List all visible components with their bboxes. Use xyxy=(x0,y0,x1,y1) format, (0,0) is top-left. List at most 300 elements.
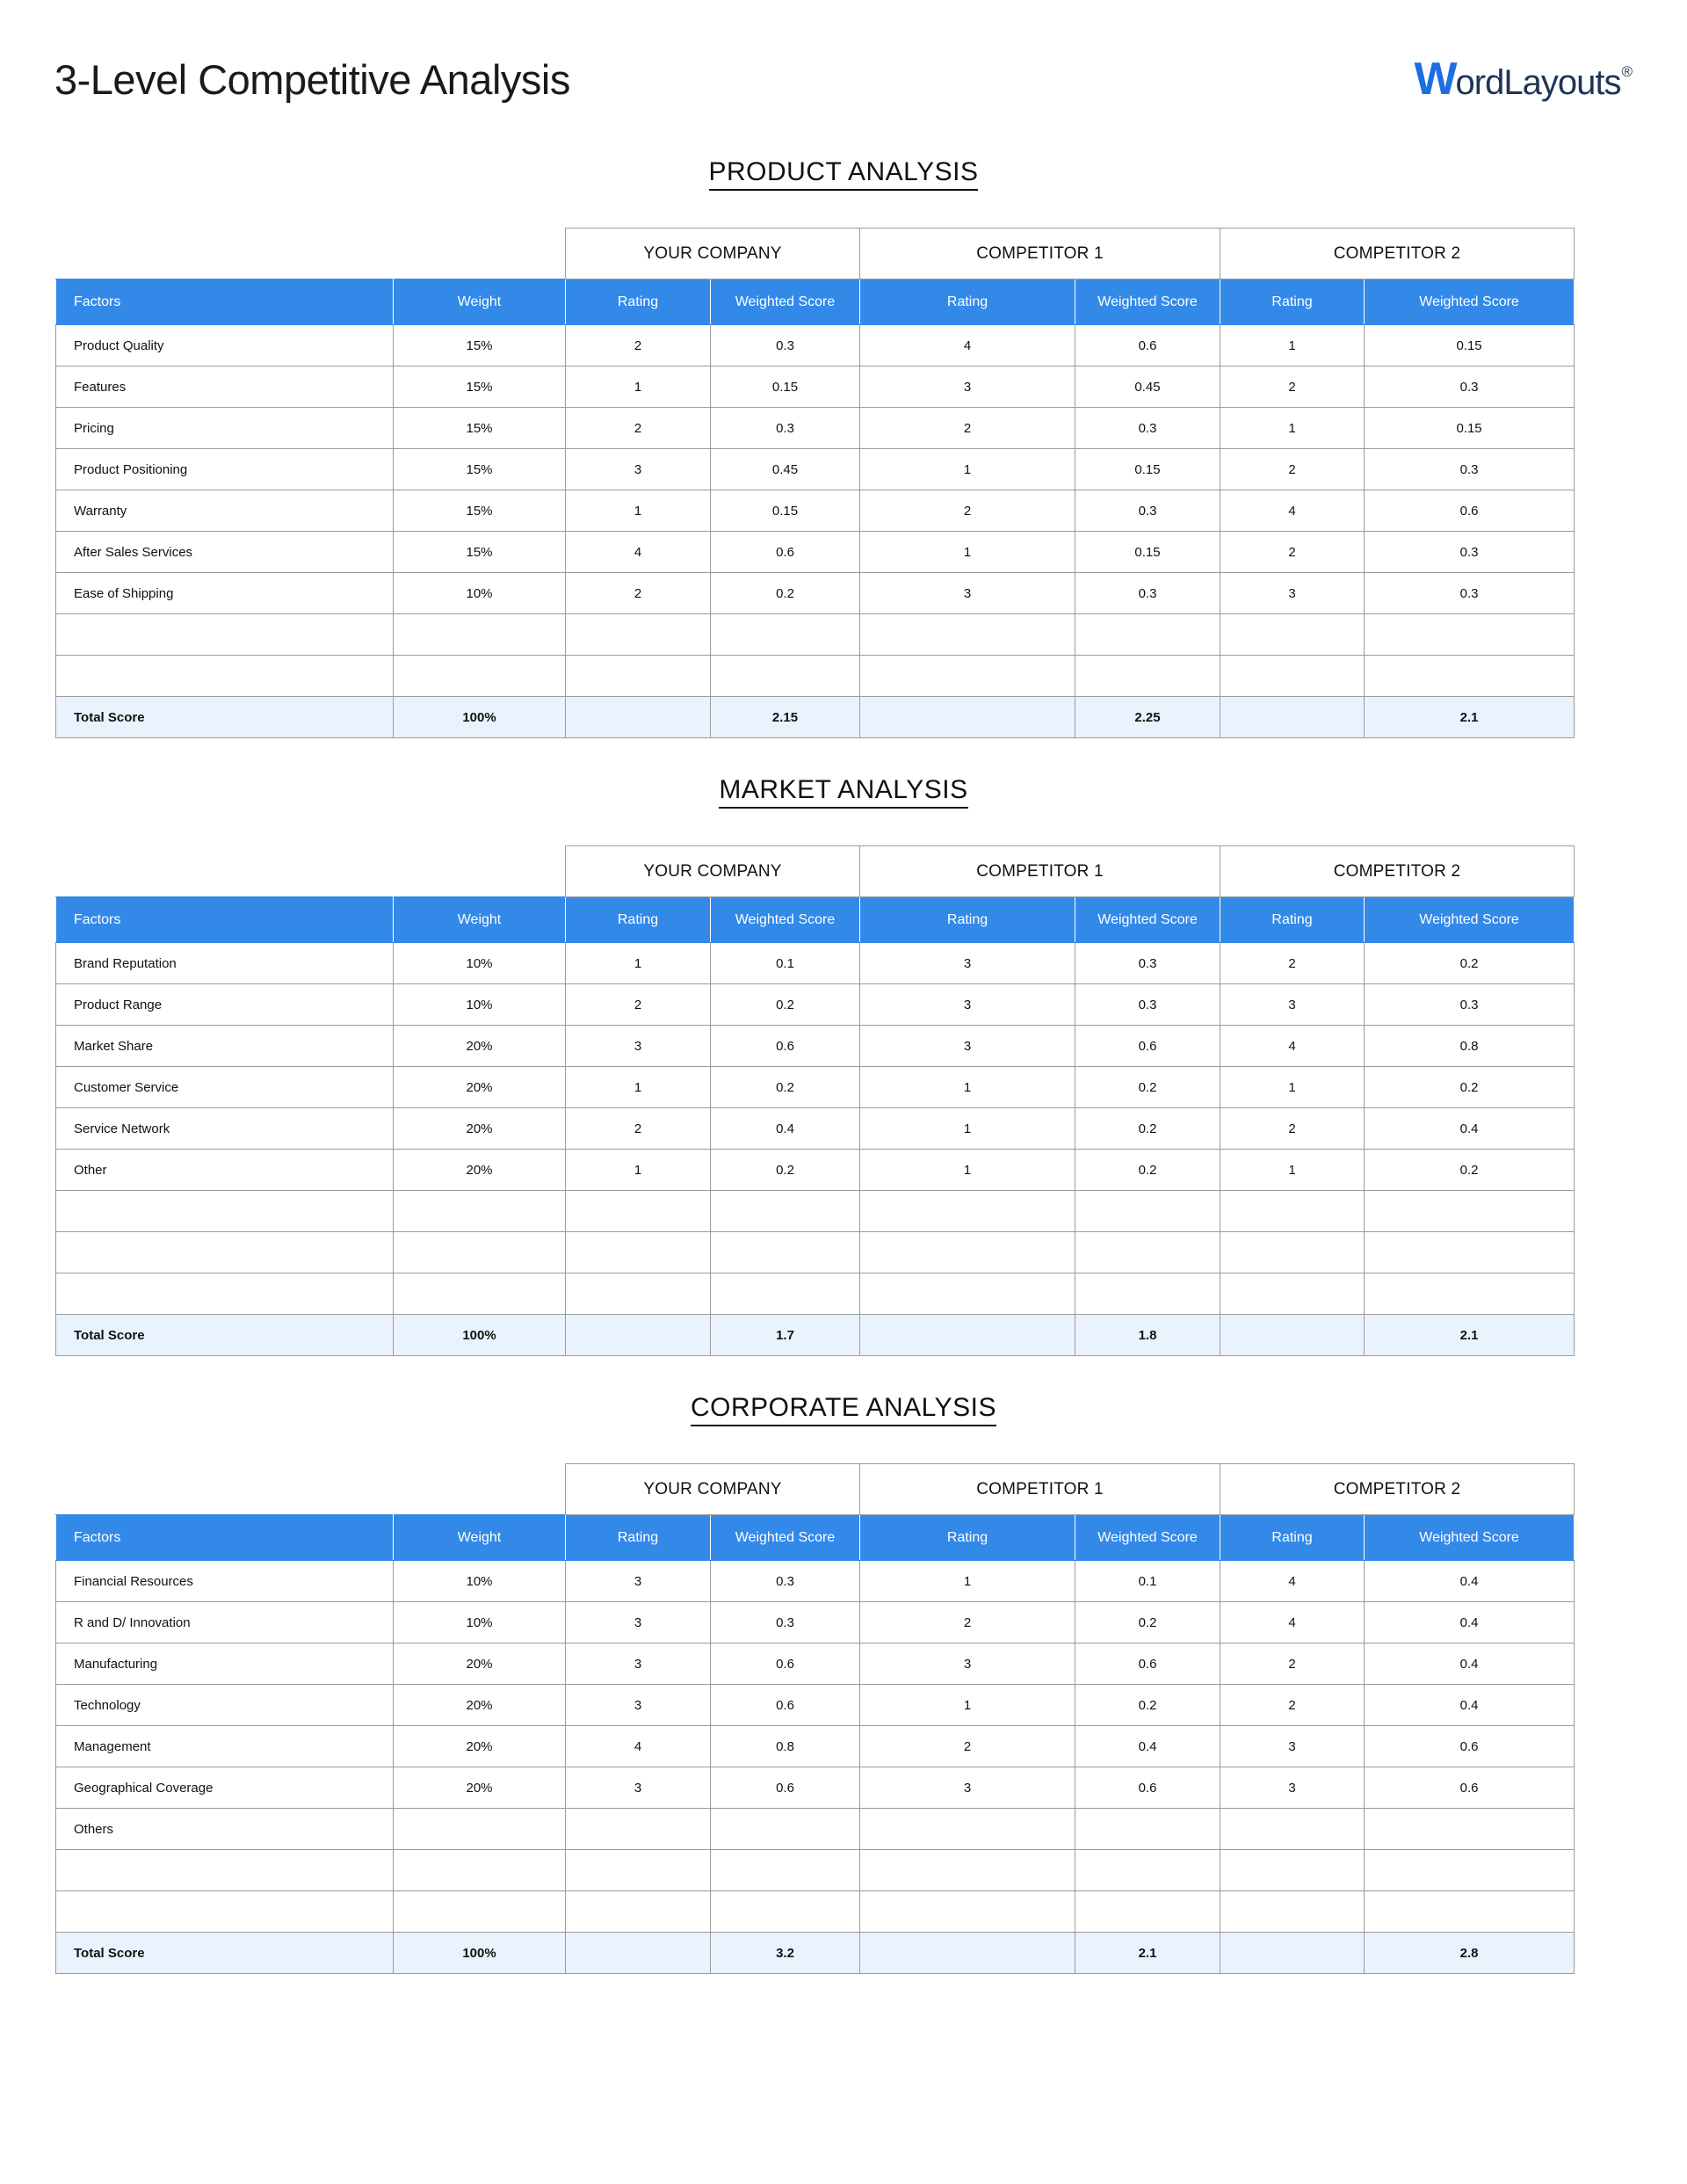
weighted-score-cell-competitor-2[interactable] xyxy=(1365,1891,1575,1933)
weighted-score-cell-your-company[interactable] xyxy=(711,1809,860,1850)
weight-cell[interactable]: 15% xyxy=(394,449,566,490)
total-score-label: Total Score xyxy=(56,1933,394,1974)
weighted-score-cell-competitor-1[interactable] xyxy=(1075,1232,1220,1273)
rating-cell-competitor-1[interactable]: 1 xyxy=(860,1685,1075,1726)
weight-cell[interactable] xyxy=(394,614,566,656)
page-title: 3-Level Competitive Analysis xyxy=(54,55,570,103)
rating-cell-your-company[interactable]: 2 xyxy=(566,573,711,614)
weighted-score-cell-your-company[interactable]: 0.3 xyxy=(711,408,860,449)
weighted-score-cell-your-company[interactable]: 0.6 xyxy=(711,1685,860,1726)
rating-cell-your-company[interactable]: 2 xyxy=(566,1108,711,1150)
column-header-weighted-score-competitor-1: Weighted Score xyxy=(1075,897,1220,943)
weight-cell[interactable]: 20% xyxy=(394,1108,566,1150)
rating-cell-competitor-2[interactable]: 4 xyxy=(1220,1026,1365,1067)
weight-cell[interactable]: 15% xyxy=(394,532,566,573)
weighted-score-cell-competitor-1[interactable]: 0.2 xyxy=(1075,1602,1220,1643)
factor-cell[interactable] xyxy=(56,1232,394,1273)
weighted-score-cell-competitor-1[interactable] xyxy=(1075,1191,1220,1232)
weighted-score-cell-competitor-2[interactable]: 0.2 xyxy=(1365,1067,1575,1108)
weighted-score-cell-competitor-1[interactable]: 0.2 xyxy=(1075,1108,1220,1150)
rating-cell-competitor-2[interactable]: 2 xyxy=(1220,943,1365,984)
factor-cell[interactable]: R and D/ Innovation xyxy=(56,1602,394,1643)
weight-cell[interactable]: 20% xyxy=(394,1643,566,1685)
weighted-score-cell-competitor-1[interactable]: 0.1 xyxy=(1075,1561,1220,1602)
group-header-blank xyxy=(56,846,566,897)
weighted-score-cell-competitor-1[interactable]: 0.15 xyxy=(1075,532,1220,573)
factor-cell[interactable]: Others xyxy=(56,1809,394,1850)
column-header-weighted-score-competitor-2: Weighted Score xyxy=(1365,1515,1575,1561)
weighted-score-cell-competitor-1[interactable]: 0.3 xyxy=(1075,573,1220,614)
rating-cell-competitor-1[interactable]: 1 xyxy=(860,1561,1075,1602)
weight-cell[interactable]: 15% xyxy=(394,366,566,408)
rating-cell-competitor-2[interactable]: 1 xyxy=(1220,1150,1365,1191)
group-header-blank xyxy=(56,1464,566,1515)
spacer xyxy=(0,187,1687,228)
weighted-score-cell-competitor-2[interactable] xyxy=(1365,1191,1575,1232)
rating-cell-your-company[interactable]: 3 xyxy=(566,1026,711,1067)
rating-cell-your-company[interactable]: 3 xyxy=(566,1767,711,1809)
factor-cell[interactable]: Manufacturing xyxy=(56,1643,394,1685)
total-rating-your-company xyxy=(566,697,711,738)
factor-cell[interactable]: Other xyxy=(56,1150,394,1191)
rating-cell-your-company[interactable]: 2 xyxy=(566,325,711,366)
weight-cell[interactable] xyxy=(394,1191,566,1232)
rating-cell-competitor-2[interactable]: 2 xyxy=(1220,366,1365,408)
table-row xyxy=(56,325,1575,366)
weighted-score-cell-competitor-2[interactable]: 0.2 xyxy=(1365,943,1575,984)
rating-cell-competitor-2[interactable]: 1 xyxy=(1220,325,1365,366)
factor-cell[interactable]: Features xyxy=(56,366,394,408)
weighted-score-cell-competitor-1[interactable]: 0.6 xyxy=(1075,1643,1220,1685)
empty-table-row xyxy=(56,1891,1575,1933)
column-header-rating-competitor-2: Rating xyxy=(1220,1515,1365,1561)
rating-cell-your-company[interactable]: 1 xyxy=(566,366,711,408)
rating-cell-your-company[interactable]: 2 xyxy=(566,984,711,1026)
weighted-score-cell-competitor-1[interactable]: 0.2 xyxy=(1075,1685,1220,1726)
rating-cell-your-company[interactable]: 4 xyxy=(566,532,711,573)
factor-cell[interactable]: Ease of Shipping xyxy=(56,573,394,614)
weighted-score-cell-competitor-2[interactable]: 0.3 xyxy=(1365,532,1575,573)
weighted-score-cell-your-company[interactable] xyxy=(711,614,860,656)
group-header-competitor-1: COMPETITOR 1 xyxy=(860,1464,1220,1515)
weighted-score-cell-your-company[interactable]: 0.1 xyxy=(711,943,860,984)
weighted-score-cell-competitor-2[interactable]: 0.3 xyxy=(1365,573,1575,614)
table-row xyxy=(56,1150,1575,1191)
section-title-text: PRODUCT ANALYSIS xyxy=(709,157,979,191)
factor-cell[interactable]: Management xyxy=(56,1726,394,1767)
rating-cell-competitor-1[interactable] xyxy=(860,614,1075,656)
column-header-weight: Weight xyxy=(394,279,566,325)
analysis-section xyxy=(0,116,1687,738)
weighted-score-cell-your-company[interactable]: 0.15 xyxy=(711,366,860,408)
section-title-text: MARKET ANALYSIS xyxy=(719,775,967,809)
weighted-score-cell-your-company[interactable]: 0.6 xyxy=(711,532,860,573)
weighted-score-cell-your-company[interactable] xyxy=(711,1891,860,1933)
weight-cell[interactable]: 20% xyxy=(394,1150,566,1191)
table-row xyxy=(56,984,1575,1026)
weighted-score-cell-competitor-1[interactable]: 0.4 xyxy=(1075,1726,1220,1767)
weighted-score-cell-competitor-2[interactable]: 0.4 xyxy=(1365,1685,1575,1726)
weighted-score-cell-competitor-1[interactable]: 0.2 xyxy=(1075,1150,1220,1191)
rating-cell-competitor-1[interactable]: 3 xyxy=(860,366,1075,408)
rating-cell-competitor-2[interactable] xyxy=(1220,1232,1365,1273)
table-row xyxy=(56,1726,1575,1767)
weighted-score-cell-your-company[interactable]: 0.2 xyxy=(711,984,860,1026)
factor-cell[interactable] xyxy=(56,1850,394,1891)
group-header-competitor-1: COMPETITOR 1 xyxy=(860,846,1220,897)
weighted-score-cell-competitor-1[interactable]: 0.6 xyxy=(1075,1026,1220,1067)
weight-cell[interactable]: 15% xyxy=(394,325,566,366)
group-header-row xyxy=(56,1464,1575,1515)
factor-cell[interactable]: Financial Resources xyxy=(56,1561,394,1602)
rating-cell-your-company[interactable]: 3 xyxy=(566,449,711,490)
rating-cell-competitor-2[interactable]: 3 xyxy=(1220,573,1365,614)
rating-cell-your-company[interactable] xyxy=(566,614,711,656)
factor-cell[interactable]: Pricing xyxy=(56,408,394,449)
spacer xyxy=(0,1356,1687,1393)
rating-cell-competitor-2[interactable]: 4 xyxy=(1220,1561,1365,1602)
weighted-score-cell-competitor-2[interactable]: 0.3 xyxy=(1365,449,1575,490)
rating-cell-competitor-2[interactable]: 2 xyxy=(1220,1685,1365,1726)
rating-cell-competitor-2[interactable]: 2 xyxy=(1220,449,1365,490)
factor-cell[interactable] xyxy=(56,656,394,697)
weighted-score-cell-your-company[interactable]: 0.45 xyxy=(711,449,860,490)
table-row xyxy=(56,1809,1575,1850)
rating-cell-competitor-1[interactable]: 3 xyxy=(860,1026,1075,1067)
weight-cell[interactable] xyxy=(394,1232,566,1273)
group-header-your-company: YOUR COMPANY xyxy=(566,1464,860,1515)
empty-table-row xyxy=(56,656,1575,697)
table-row xyxy=(56,943,1575,984)
rating-cell-competitor-2[interactable]: 2 xyxy=(1220,1643,1365,1685)
factor-cell[interactable]: Product Quality xyxy=(56,325,394,366)
factor-cell[interactable]: Technology xyxy=(56,1685,394,1726)
weighted-score-cell-your-company[interactable] xyxy=(711,1232,860,1273)
page-header xyxy=(0,0,1687,116)
rating-cell-competitor-2[interactable]: 1 xyxy=(1220,1067,1365,1108)
weighted-score-cell-competitor-1[interactable] xyxy=(1075,614,1220,656)
weighted-score-cell-your-company[interactable]: 0.2 xyxy=(711,1067,860,1108)
column-header-weighted-score-your-company: Weighted Score xyxy=(711,897,860,943)
factor-cell[interactable]: Market Share xyxy=(56,1026,394,1067)
weighted-score-cell-competitor-2[interactable]: 0.6 xyxy=(1365,490,1575,532)
rating-cell-competitor-2[interactable] xyxy=(1220,1273,1365,1315)
column-header-rating-your-company: Rating xyxy=(566,279,711,325)
table-row xyxy=(56,1067,1575,1108)
weighted-score-cell-competitor-1[interactable] xyxy=(1075,1850,1220,1891)
table-row xyxy=(56,1643,1575,1685)
empty-table-row xyxy=(56,614,1575,656)
factor-cell[interactable] xyxy=(56,1891,394,1933)
factor-cell[interactable]: Geographical Coverage xyxy=(56,1767,394,1809)
factor-cell[interactable]: Warranty xyxy=(56,490,394,532)
weighted-score-cell-competitor-1[interactable]: 0.3 xyxy=(1075,490,1220,532)
total-rating-competitor-2 xyxy=(1220,1933,1365,1974)
weighted-score-cell-your-company[interactable] xyxy=(711,1273,860,1315)
weighted-score-cell-competitor-1[interactable]: 0.6 xyxy=(1075,325,1220,366)
rating-cell-competitor-2[interactable] xyxy=(1220,614,1365,656)
weighted-score-cell-competitor-1[interactable] xyxy=(1075,1273,1220,1315)
group-header-row xyxy=(56,229,1575,279)
rating-cell-competitor-2[interactable]: 2 xyxy=(1220,532,1365,573)
table-row xyxy=(56,1108,1575,1150)
rating-cell-competitor-1[interactable]: 3 xyxy=(860,1643,1075,1685)
rating-cell-competitor-1[interactable] xyxy=(860,1891,1075,1933)
column-header-rating-your-company: Rating xyxy=(566,1515,711,1561)
total-weighted-score-your-company: 2.15 xyxy=(711,697,860,738)
competitive-analysis-table xyxy=(55,845,1575,1356)
total-weight-cell: 100% xyxy=(394,1315,566,1356)
rating-cell-competitor-1[interactable] xyxy=(860,1850,1075,1891)
rating-cell-competitor-1[interactable]: 3 xyxy=(860,984,1075,1026)
factor-cell[interactable]: Service Network xyxy=(56,1108,394,1150)
section-title-text: CORPORATE ANALYSIS xyxy=(691,1393,996,1426)
factor-cell[interactable]: Product Range xyxy=(56,984,394,1026)
total-weighted-score-your-company: 1.7 xyxy=(711,1315,860,1356)
rating-cell-competitor-2[interactable]: 3 xyxy=(1220,1767,1365,1809)
weighted-score-cell-your-company[interactable]: 0.2 xyxy=(711,1150,860,1191)
weighted-score-cell-competitor-2[interactable]: 0.8 xyxy=(1365,1026,1575,1067)
weighted-score-cell-competitor-2[interactable] xyxy=(1365,1232,1575,1273)
rating-cell-your-company[interactable]: 1 xyxy=(566,943,711,984)
rating-cell-your-company[interactable]: 3 xyxy=(566,1561,711,1602)
section-title xyxy=(70,775,1617,805)
rating-cell-your-company[interactable] xyxy=(566,1191,711,1232)
total-weight-cell: 100% xyxy=(394,1933,566,1974)
total-score-label: Total Score xyxy=(56,1315,394,1356)
table-row xyxy=(56,1685,1575,1726)
weighted-score-cell-competitor-1[interactable]: 0.15 xyxy=(1075,449,1220,490)
weight-cell[interactable]: 20% xyxy=(394,1767,566,1809)
rating-cell-your-company[interactable] xyxy=(566,1232,711,1273)
factor-cell[interactable] xyxy=(56,1191,394,1232)
weighted-score-cell-competitor-2[interactable]: 0.6 xyxy=(1365,1726,1575,1767)
total-rating-competitor-1 xyxy=(860,1315,1075,1356)
empty-table-row xyxy=(56,1191,1575,1232)
table-row xyxy=(56,573,1575,614)
rating-cell-competitor-1[interactable] xyxy=(860,1191,1075,1232)
rating-cell-competitor-2[interactable] xyxy=(1220,1850,1365,1891)
weighted-score-cell-competitor-2[interactable] xyxy=(1365,1273,1575,1315)
weighted-score-cell-your-company[interactable]: 0.8 xyxy=(711,1726,860,1767)
weighted-score-cell-your-company[interactable]: 0.2 xyxy=(711,573,860,614)
rating-cell-competitor-1[interactable] xyxy=(860,1232,1075,1273)
weighted-score-cell-your-company[interactable]: 0.6 xyxy=(711,1643,860,1685)
empty-table-row xyxy=(56,1850,1575,1891)
table-row xyxy=(56,1602,1575,1643)
weighted-score-cell-competitor-2[interactable]: 0.2 xyxy=(1365,1150,1575,1191)
rating-cell-competitor-2[interactable]: 3 xyxy=(1220,1726,1365,1767)
column-header-row xyxy=(56,1515,1575,1561)
rating-cell-your-company[interactable] xyxy=(566,1809,711,1850)
weighted-score-cell-competitor-1[interactable]: 0.6 xyxy=(1075,1767,1220,1809)
rating-cell-your-company[interactable]: 1 xyxy=(566,1150,711,1191)
column-header-row xyxy=(56,279,1575,325)
rating-cell-competitor-1[interactable] xyxy=(860,656,1075,697)
weighted-score-cell-your-company[interactable]: 0.15 xyxy=(711,490,860,532)
rating-cell-competitor-1[interactable]: 3 xyxy=(860,573,1075,614)
weighted-score-cell-your-company[interactable] xyxy=(711,1850,860,1891)
weight-cell[interactable] xyxy=(394,656,566,697)
analysis-section xyxy=(0,1356,1687,1974)
column-header-weighted-score-competitor-1: Weighted Score xyxy=(1075,1515,1220,1561)
group-header-your-company: YOUR COMPANY xyxy=(566,846,860,897)
total-score-row xyxy=(56,1933,1575,1974)
column-header-factors: Factors xyxy=(56,279,394,325)
weighted-score-cell-competitor-2[interactable]: 0.3 xyxy=(1365,984,1575,1026)
rating-cell-competitor-2[interactable]: 1 xyxy=(1220,408,1365,449)
weighted-score-cell-your-company[interactable]: 0.6 xyxy=(711,1026,860,1067)
weight-cell[interactable]: 20% xyxy=(394,1685,566,1726)
rating-cell-competitor-1[interactable] xyxy=(860,1273,1075,1315)
weight-cell[interactable] xyxy=(394,1273,566,1315)
column-header-weighted-score-competitor-2: Weighted Score xyxy=(1365,279,1575,325)
column-header-rating-competitor-1: Rating xyxy=(860,897,1075,943)
factor-cell[interactable]: Customer Service xyxy=(56,1067,394,1108)
rating-cell-competitor-1[interactable]: 3 xyxy=(860,1767,1075,1809)
weighted-score-cell-competitor-2[interactable]: 0.4 xyxy=(1365,1561,1575,1602)
weight-cell[interactable]: 10% xyxy=(394,943,566,984)
group-header-competitor-2: COMPETITOR 2 xyxy=(1220,229,1575,279)
weighted-score-cell-your-company[interactable] xyxy=(711,656,860,697)
rating-cell-competitor-2[interactable] xyxy=(1220,656,1365,697)
rating-cell-your-company[interactable]: 2 xyxy=(566,408,711,449)
rating-cell-competitor-1[interactable]: 1 xyxy=(860,1108,1075,1150)
weighted-score-cell-competitor-2[interactable] xyxy=(1365,614,1575,656)
column-header-rating-competitor-2: Rating xyxy=(1220,897,1365,943)
sections-container xyxy=(0,116,1687,1974)
rating-cell-your-company[interactable]: 4 xyxy=(566,1726,711,1767)
weighted-score-cell-competitor-1[interactable]: 0.2 xyxy=(1075,1067,1220,1108)
weight-cell[interactable] xyxy=(394,1809,566,1850)
weight-cell[interactable]: 15% xyxy=(394,490,566,532)
rating-cell-your-company[interactable]: 3 xyxy=(566,1643,711,1685)
weighted-score-cell-competitor-2[interactable]: 0.3 xyxy=(1365,366,1575,408)
rating-cell-competitor-2[interactable]: 4 xyxy=(1220,490,1365,532)
rating-cell-your-company[interactable] xyxy=(566,1850,711,1891)
logo-wordmark: ordLayouts xyxy=(1455,63,1621,102)
group-header-blank xyxy=(56,229,566,279)
weighted-score-cell-competitor-2[interactable]: 0.6 xyxy=(1365,1767,1575,1809)
factor-cell[interactable]: Brand Reputation xyxy=(56,943,394,984)
weighted-score-cell-competitor-2[interactable]: 0.4 xyxy=(1365,1643,1575,1685)
group-header-competitor-1: COMPETITOR 1 xyxy=(860,229,1220,279)
factor-cell[interactable] xyxy=(56,1273,394,1315)
rating-cell-your-company[interactable] xyxy=(566,1891,711,1933)
factor-cell[interactable] xyxy=(56,614,394,656)
empty-table-row xyxy=(56,1232,1575,1273)
weighted-score-cell-competitor-2[interactable]: 0.4 xyxy=(1365,1108,1575,1150)
weight-cell[interactable]: 10% xyxy=(394,984,566,1026)
column-header-weighted-score-competitor-2: Weighted Score xyxy=(1365,897,1575,943)
rating-cell-competitor-1[interactable] xyxy=(860,1809,1075,1850)
rating-cell-competitor-2[interactable] xyxy=(1220,1809,1365,1850)
table-row xyxy=(56,366,1575,408)
table-wrapper xyxy=(55,1463,1574,1974)
weight-cell[interactable] xyxy=(394,1891,566,1933)
table-row xyxy=(56,408,1575,449)
rating-cell-competitor-1[interactable]: 1 xyxy=(860,1067,1075,1108)
column-header-weighted-score-your-company: Weighted Score xyxy=(711,279,860,325)
weighted-score-cell-competitor-2[interactable]: 0.4 xyxy=(1365,1602,1575,1643)
weighted-score-cell-your-company[interactable]: 0.4 xyxy=(711,1108,860,1150)
weighted-score-cell-competitor-1[interactable] xyxy=(1075,656,1220,697)
weighted-score-cell-your-company[interactable]: 0.3 xyxy=(711,325,860,366)
column-header-factors: Factors xyxy=(56,1515,394,1561)
weighted-score-cell-competitor-2[interactable]: 0.15 xyxy=(1365,325,1575,366)
weighted-score-cell-competitor-1[interactable] xyxy=(1075,1809,1220,1850)
weight-cell[interactable]: 20% xyxy=(394,1067,566,1108)
total-rating-your-company xyxy=(566,1315,711,1356)
rating-cell-competitor-1[interactable]: 1 xyxy=(860,1150,1075,1191)
weighted-score-cell-your-company[interactable] xyxy=(711,1191,860,1232)
weighted-score-cell-competitor-1[interactable]: 0.3 xyxy=(1075,943,1220,984)
column-header-weighted-score-your-company: Weighted Score xyxy=(711,1515,860,1561)
rating-cell-competitor-1[interactable]: 2 xyxy=(860,408,1075,449)
rating-cell-competitor-1[interactable]: 2 xyxy=(860,1602,1075,1643)
weighted-score-cell-competitor-2[interactable]: 0.15 xyxy=(1365,408,1575,449)
weight-cell[interactable]: 10% xyxy=(394,1602,566,1643)
rating-cell-competitor-2[interactable]: 2 xyxy=(1220,1108,1365,1150)
registered-trademark-icon: ® xyxy=(1621,63,1633,80)
weighted-score-cell-competitor-1[interactable]: 0.3 xyxy=(1075,984,1220,1026)
weighted-score-cell-your-company[interactable]: 0.3 xyxy=(711,1561,860,1602)
rating-cell-competitor-2[interactable]: 3 xyxy=(1220,984,1365,1026)
weighted-score-cell-competitor-2[interactable] xyxy=(1365,1809,1575,1850)
weight-cell[interactable] xyxy=(394,1850,566,1891)
rating-cell-competitor-1[interactable]: 1 xyxy=(860,449,1075,490)
rating-cell-competitor-2[interactable]: 4 xyxy=(1220,1602,1365,1643)
rating-cell-your-company[interactable]: 1 xyxy=(566,490,711,532)
total-weight-cell: 100% xyxy=(394,697,566,738)
weight-cell[interactable]: 10% xyxy=(394,573,566,614)
weighted-score-cell-competitor-2[interactable] xyxy=(1365,1850,1575,1891)
rating-cell-your-company[interactable]: 3 xyxy=(566,1602,711,1643)
weighted-score-cell-competitor-1[interactable]: 0.3 xyxy=(1075,408,1220,449)
weight-cell[interactable]: 20% xyxy=(394,1026,566,1067)
weight-cell[interactable]: 15% xyxy=(394,408,566,449)
rating-cell-competitor-1[interactable]: 2 xyxy=(860,490,1075,532)
factor-cell[interactable]: Product Positioning xyxy=(56,449,394,490)
spacer xyxy=(0,1423,1687,1463)
rating-cell-competitor-1[interactable]: 4 xyxy=(860,325,1075,366)
weight-cell[interactable]: 20% xyxy=(394,1726,566,1767)
weighted-score-cell-your-company[interactable]: 0.3 xyxy=(711,1602,860,1643)
rating-cell-competitor-2[interactable] xyxy=(1220,1891,1365,1933)
weighted-score-cell-competitor-2[interactable] xyxy=(1365,656,1575,697)
rating-cell-competitor-1[interactable]: 1 xyxy=(860,532,1075,573)
column-header-weight: Weight xyxy=(394,1515,566,1561)
section-title xyxy=(70,1393,1617,1423)
total-weighted-score-competitor-1: 1.8 xyxy=(1075,1315,1220,1356)
rating-cell-your-company[interactable] xyxy=(566,656,711,697)
factor-cell[interactable]: After Sales Services xyxy=(56,532,394,573)
rating-cell-competitor-1[interactable]: 2 xyxy=(860,1726,1075,1767)
total-rating-competitor-1 xyxy=(860,697,1075,738)
rating-cell-competitor-1[interactable]: 3 xyxy=(860,943,1075,984)
weighted-score-cell-competitor-1[interactable] xyxy=(1075,1891,1220,1933)
total-rating-competitor-2 xyxy=(1220,697,1365,738)
weight-cell[interactable]: 10% xyxy=(394,1561,566,1602)
rating-cell-your-company[interactable]: 1 xyxy=(566,1067,711,1108)
rating-cell-your-company[interactable]: 3 xyxy=(566,1685,711,1726)
rating-cell-competitor-2[interactable] xyxy=(1220,1191,1365,1232)
weighted-score-cell-competitor-1[interactable]: 0.45 xyxy=(1075,366,1220,408)
weighted-score-cell-your-company[interactable]: 0.6 xyxy=(711,1767,860,1809)
section-title xyxy=(70,157,1617,187)
table-row xyxy=(56,532,1575,573)
rating-cell-your-company[interactable] xyxy=(566,1273,711,1315)
